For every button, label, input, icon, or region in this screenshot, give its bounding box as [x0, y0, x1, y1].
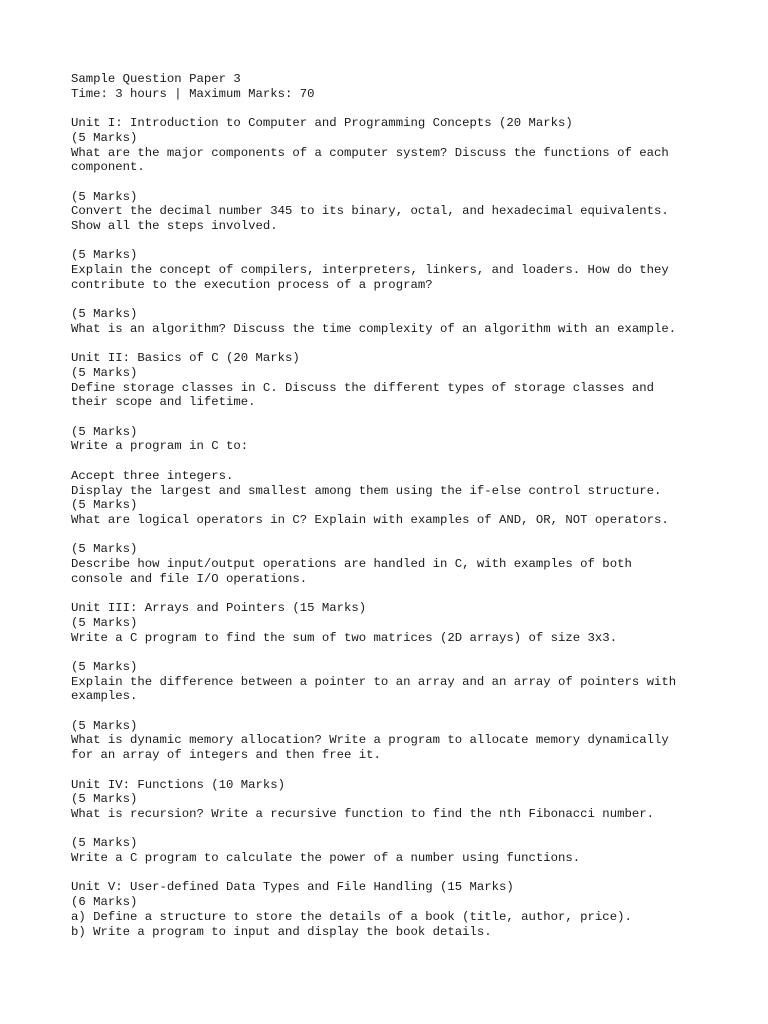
question-text-line	[71, 454, 708, 469]
unit-section	[71, 880, 708, 939]
question-text-line: Describe how input/output operations are handled in C, with examples of both	[71, 557, 632, 572]
unit-section	[71, 601, 708, 763]
question-marks: (5 Marks)	[71, 792, 138, 807]
question-text-line: What are the major components of a computer system? Discuss the functions of each	[71, 145, 669, 160]
question-text-line: Write a program in C to:	[71, 439, 249, 454]
question-marks: (5 Marks)	[71, 307, 138, 322]
unit-heading: Unit IV: Functions (10 Marks)	[71, 777, 286, 792]
question-marks: (5 Marks)	[71, 365, 138, 380]
question-text-line: What is an algorithm? Discuss the time complexity of an algorithm with an example.	[71, 321, 677, 336]
question-text-line: Explain the difference between a pointer to an array and an array of pointers with	[71, 674, 677, 689]
question-marks: (5 Marks)	[71, 189, 138, 204]
question-text-line: component.	[71, 160, 145, 175]
paper-meta: Time: 3 hours | Maximum Marks: 70	[71, 86, 315, 101]
question-text-line: Accept three integers.	[71, 468, 234, 483]
question-block	[71, 616, 708, 645]
unit-section	[71, 116, 708, 337]
unit-heading: Unit I: Introduction to Computer and Programming Concepts (20 Marks)	[71, 116, 573, 131]
question-block	[71, 542, 708, 586]
question-block	[71, 307, 708, 336]
question-marks: (5 Marks)	[71, 718, 138, 733]
question-text-line: Explain the concept of compilers, interpreters, linkers, and loaders. How do they	[71, 263, 669, 278]
question-marks: (5 Marks)	[71, 659, 138, 674]
question-text-line: Write a C program to find the sum of two matrices (2D arrays) of size 3x3.	[71, 630, 618, 645]
question-text-line: What are logical operators in C? Explain with examples of AND, OR, NOT operators.	[71, 512, 669, 527]
question-text-line: Display the largest and smallest among them using the if-else control structure.	[71, 483, 662, 498]
question-text-line: Write a C program to calculate the power of a number using functions.	[71, 851, 581, 866]
question-marks: (5 Marks)	[71, 130, 138, 145]
units-container	[71, 116, 708, 939]
question-block	[71, 836, 708, 865]
question-marks: (5 Marks)	[71, 615, 138, 630]
question-marks: (5 Marks)	[71, 836, 138, 851]
unit-section	[71, 778, 708, 866]
question-block	[71, 190, 708, 234]
question-block	[71, 895, 708, 939]
question-block	[71, 366, 708, 410]
question-marks: (6 Marks)	[71, 895, 138, 910]
question-text-line: Define storage classes in C. Discuss the different types of storage classes and	[71, 380, 654, 395]
question-block	[71, 131, 708, 175]
question-block	[71, 792, 708, 821]
question-text-line: What is recursion? Write a recursive function to find the nth Fibonacci number.	[71, 806, 654, 821]
question-marks: (5 Marks)	[71, 542, 138, 557]
question-marks: (5 Marks)	[71, 248, 138, 263]
unit-heading: Unit II: Basics of C (20 Marks)	[71, 351, 300, 366]
question-text-line: their scope and lifetime.	[71, 395, 256, 410]
question-text-line: b) Write a program to input and display the book details.	[71, 924, 492, 939]
question-text-line: a) Define a structure to store the details of a book (title, author, price).	[71, 909, 632, 924]
question-marks: (5 Marks)	[71, 424, 138, 439]
unit-heading: Unit V: User-defined Data Types and File Handling (15 Marks)	[71, 880, 514, 895]
question-block	[71, 660, 708, 704]
question-text-line: console and file I/O operations.	[71, 571, 308, 586]
question-block	[71, 248, 708, 292]
unit-heading: Unit III: Arrays and Pointers (15 Marks)	[71, 601, 367, 616]
question-block	[71, 425, 708, 499]
question-text-line: for an array of integers and then free it.	[71, 748, 381, 763]
question-marks: (5 Marks)	[71, 498, 138, 513]
question-text-line: Show all the steps involved.	[71, 219, 278, 233]
question-text-line: What is dynamic memory allocation? Write a program to allocate memory dynamically	[71, 733, 669, 748]
paper-header	[71, 72, 708, 101]
question-text-line: examples.	[71, 689, 138, 704]
question-block	[71, 498, 708, 527]
question-block	[71, 719, 708, 763]
question-text-line: Convert the decimal number 345 to its binary, octal, and hexadecimal equivalents.	[71, 204, 669, 219]
unit-section	[71, 351, 708, 586]
paper-title: Sample Question Paper 3	[71, 72, 241, 86]
question-text-line: contribute to the execution process of a program?	[71, 277, 433, 292]
